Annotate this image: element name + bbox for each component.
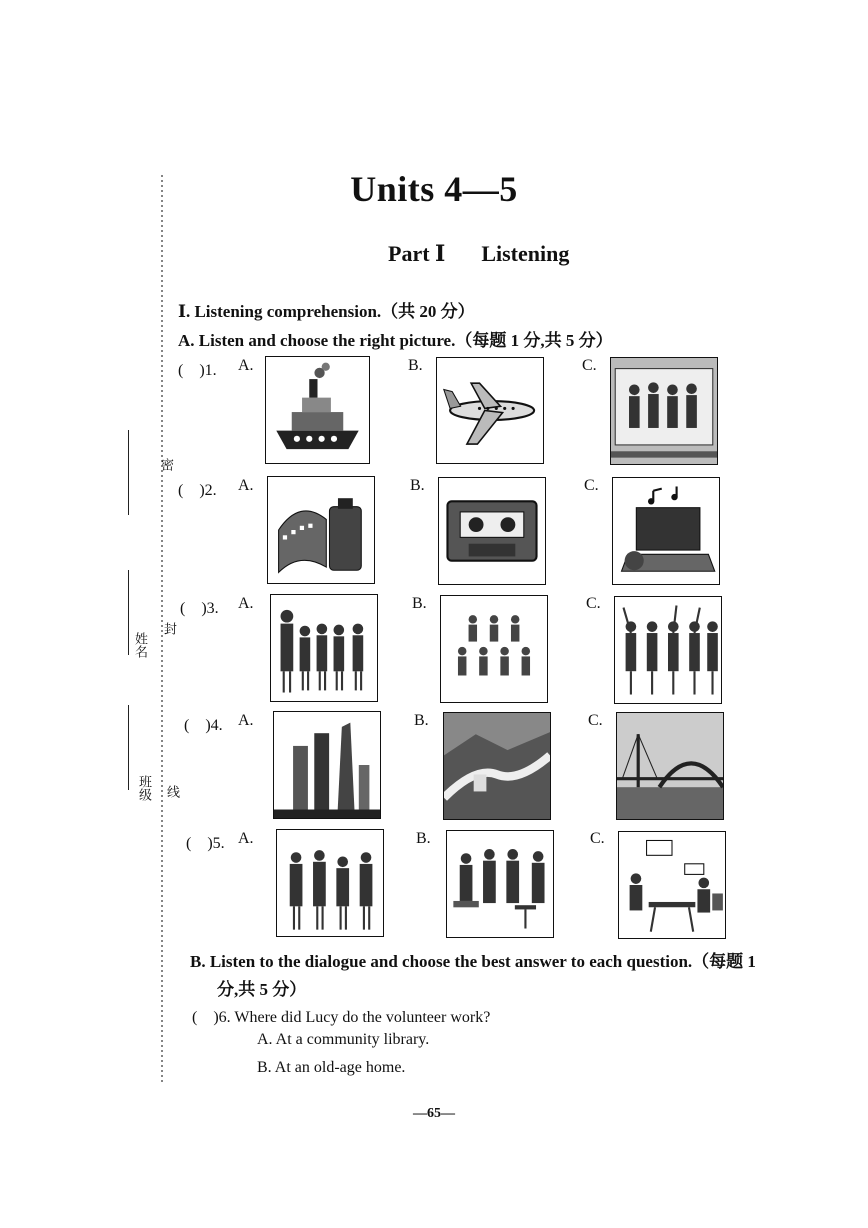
name-label: 姓名 — [133, 632, 148, 658]
question-5-option-c-label[interactable]: C. — [590, 830, 605, 847]
airplane-icon[interactable] — [436, 357, 544, 464]
question-3-option-a-label[interactable]: A. — [238, 595, 254, 612]
skyscrapers-icon[interactable] — [273, 711, 381, 819]
people-chatting-icon[interactable] — [446, 830, 554, 938]
question-1-number[interactable]: ( )1. — [178, 362, 217, 379]
question-4-option-c-label[interactable]: C. — [588, 712, 603, 729]
sectionB-heading-line1: B. Listen to the dialogue and choose the best answer to each question.（每题 1 — [190, 952, 756, 971]
question-2-number[interactable]: ( )2. — [178, 482, 217, 499]
question-5-option-b-label[interactable]: B. — [416, 830, 431, 847]
seal-char-xian: 线 — [165, 785, 180, 798]
question-4-number[interactable]: ( )4. — [184, 717, 223, 734]
music-laptop-icon[interactable] — [612, 477, 720, 585]
question-5-option-a-label[interactable]: A. — [238, 830, 254, 847]
question-1-option-b-label[interactable]: B. — [408, 357, 423, 374]
question-6-text: Where did Lucy do the volunteer work? — [234, 1009, 491, 1026]
great-wall-icon[interactable] — [443, 712, 551, 820]
bridges-icon[interactable] — [616, 712, 724, 820]
question-1-option-c-label[interactable]: C. — [582, 357, 597, 374]
question-3-number[interactable]: ( )3. — [180, 600, 219, 617]
name-blank-line — [128, 430, 129, 515]
question-2-option-a-label[interactable]: A. — [238, 477, 254, 494]
film-roll-icon[interactable] — [267, 476, 375, 584]
question-2-option-c-label[interactable]: C. — [584, 477, 599, 494]
ship-icon[interactable] — [265, 356, 370, 464]
question-6-choice-a[interactable]: A. At a community library. — [257, 1031, 430, 1048]
part-heading — [388, 241, 569, 267]
people-standing-icon[interactable] — [276, 829, 384, 937]
sectionB-heading-line2: 分,共 5 分） — [217, 980, 307, 999]
family-group-icon[interactable] — [270, 594, 378, 702]
question-6 — [192, 1004, 490, 1027]
page-number: —65— — [413, 1106, 455, 1121]
seal-char-mi: 密 — [159, 458, 174, 471]
section1-heading: Ⅰ. Listening comprehension.（共 20 分） — [178, 302, 475, 321]
team-cheering-icon[interactable] — [614, 596, 722, 704]
question-4-option-a-label[interactable]: A. — [238, 712, 254, 729]
question-3-option-c-label[interactable]: C. — [586, 595, 601, 612]
subway-crowd-icon[interactable] — [610, 357, 718, 465]
question-6-number[interactable]: ( )6. — [192, 1009, 231, 1026]
page-title: Units 4—5 — [350, 169, 518, 209]
sectionA-heading: A. Listen and choose the right picture.（每题 1 分,共 5 分） — [178, 331, 613, 350]
part-label: Part Ⅰ — [388, 241, 446, 266]
cassette-tape-icon[interactable] — [438, 477, 546, 585]
question-4-option-b-label[interactable]: B. — [414, 712, 429, 729]
class-label: 班级 — [137, 775, 152, 801]
seal-char-feng: 封 — [162, 622, 177, 635]
question-2-option-b-label[interactable]: B. — [410, 477, 425, 494]
people-at-table-icon[interactable] — [618, 831, 726, 939]
question-1-option-a-label[interactable]: A. — [238, 357, 254, 374]
question-6-choice-b[interactable]: B. At an old-age home. — [257, 1059, 406, 1076]
part-name: Listening — [481, 241, 570, 266]
class-blank-line — [128, 570, 129, 655]
school-blank-line — [128, 705, 129, 790]
question-3-option-b-label[interactable]: B. — [412, 595, 427, 612]
children-group-icon[interactable] — [440, 595, 548, 703]
question-5-number[interactable]: ( )5. — [186, 835, 225, 852]
